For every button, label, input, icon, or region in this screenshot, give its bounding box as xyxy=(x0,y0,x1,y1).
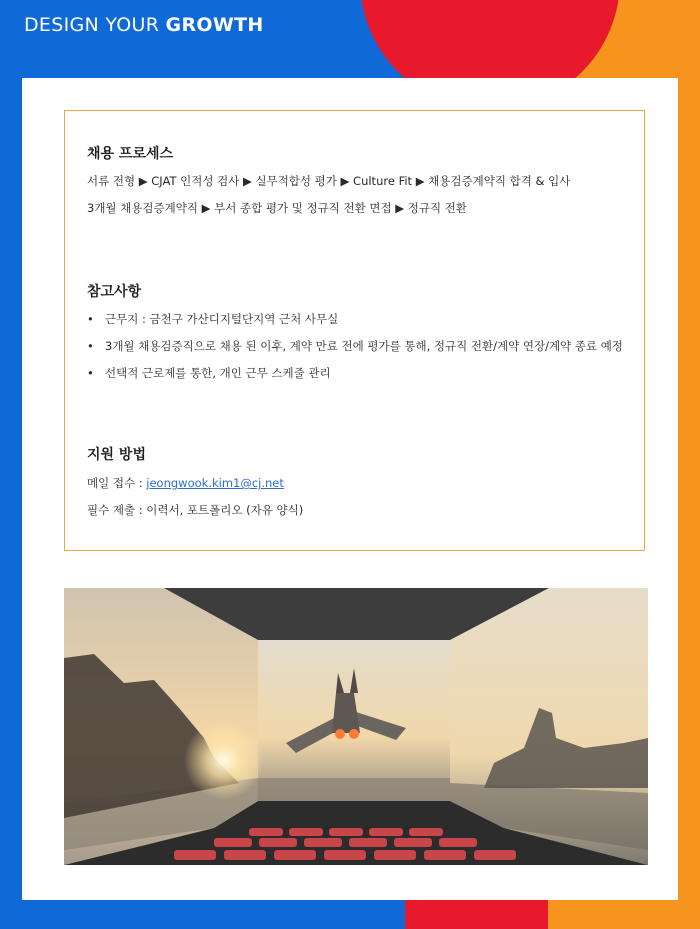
content-card xyxy=(22,78,678,900)
email-link[interactable]: jeongwook.kim1@cj.net xyxy=(146,476,284,490)
bullet-icon: • xyxy=(87,312,94,326)
notes-item xyxy=(87,365,331,381)
notes-item xyxy=(87,338,623,354)
bullet-icon: • xyxy=(87,339,94,353)
brand-slogan-part1: DESIGN YOUR xyxy=(24,14,166,36)
bullet-icon: • xyxy=(87,366,94,380)
info-box xyxy=(64,110,645,551)
brand-slogan-part2: GROWTH xyxy=(165,14,264,36)
notes-item-text: 선택적 근로제를 통한, 개인 근무 스케줄 관리 xyxy=(105,366,331,380)
process-line-2: 3개월 채용검증계약직 ▶ 부서 종합 평가 및 정규직 전환 면접 ▶ 정규직 전환 xyxy=(87,201,467,215)
notes-item-text: 3개월 채용검증직으로 채용 된 이후, 계약 만료 전에 평가를 통해, 정규직 전환/계약 연장/계약 종료 예정 xyxy=(105,339,623,353)
apply-mail-row xyxy=(87,475,284,491)
brand-slogan xyxy=(24,14,264,36)
apply-mail-label: 메일 접수 : xyxy=(87,476,147,490)
apply-submit-text: 필수 제출 : 이력서, 포트폴리오 (자유 양식) xyxy=(87,503,304,517)
notes-item-text: 근무지 : 금천구 가산디지털단지역 근처 사무실 xyxy=(105,312,339,326)
process-line-1: 서류 전형 ▶ CJAT 인적성 검사 ▶ 실무적합성 평가 ▶ Culture Fit ▶ 채용검증계약직 합격 & 입사 xyxy=(87,174,571,188)
apply-title: 지원 방법 xyxy=(87,447,146,463)
notes-title: 참고사항 xyxy=(87,284,142,300)
simulator-photo xyxy=(64,588,648,865)
process-title: 채용 프로세스 xyxy=(87,146,174,162)
notes-item xyxy=(87,311,338,327)
